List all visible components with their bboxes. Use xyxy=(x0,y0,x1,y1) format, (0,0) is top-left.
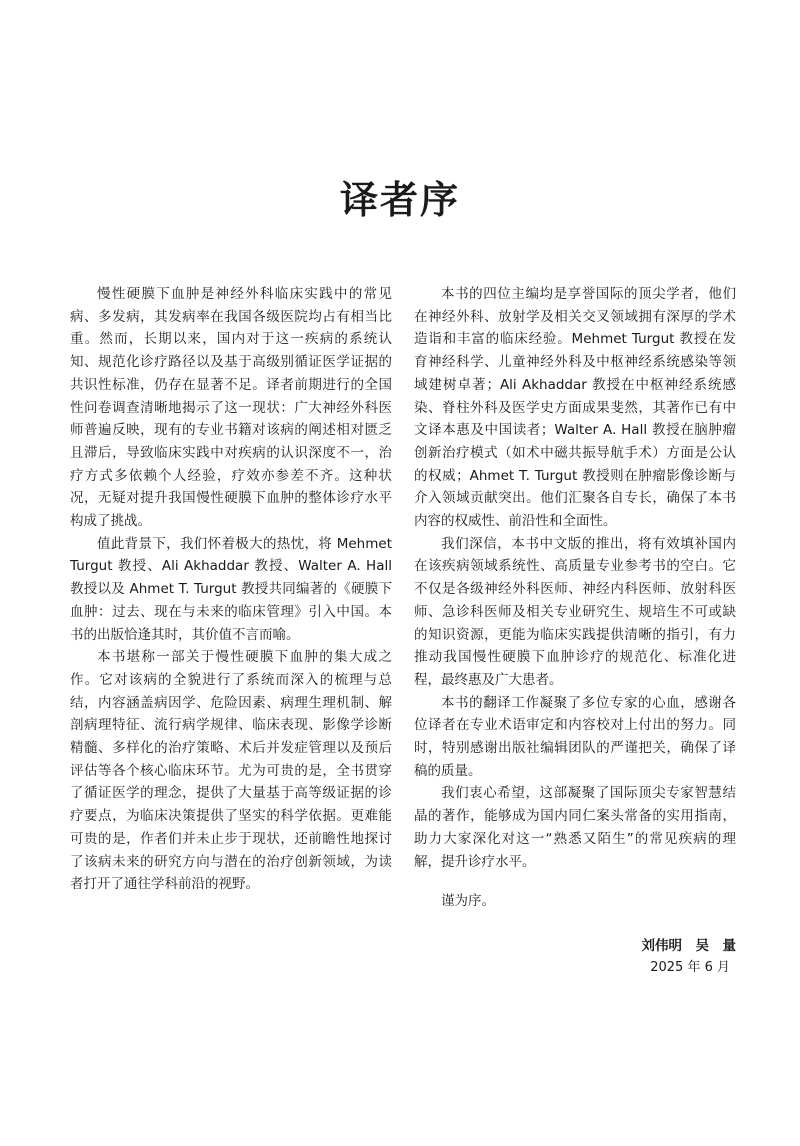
paragraph: 我们衷心希望，这部凝聚了国际顶尖专家智慧结晶的著作，能够成为国内同仁案头常备的实用指南，助力大家深化对这一“熟悉又陌生”的常见疾病的理解，提升诊疗水平。 xyxy=(414,785,736,870)
signature-block xyxy=(642,935,737,979)
signature-date: 2025 年 6 月 xyxy=(650,960,730,975)
left-column xyxy=(70,283,392,896)
paragraph: 本书堪称一部关于慢性硬膜下血肿的集大成之作。它对该病的全貌进行了系统而深入的梳理与总结，内容涵盖病因学、危险因素、病理生理机制、解剖病理特征、流行病学规律、临床表现、影像学诊断精髓、多样化的治疗策略、术后并发症管理以及预后评估等各个核心临床环节。尤为可贵的是，全书贯穿了循证医学的理念，提供了大量基于高等级证据的诊疗要点，为临床决策提供了坚实的科学依据。更难能可贵的是，作者们并未止步于现状，还前瞻性地探讨了该病未来的研究方向与潜在的治疗创新领域，为读者打开了通往学科前沿的视野。 xyxy=(70,649,392,893)
paragraph: 本书的翻译工作凝聚了多位专家的心血，感谢各位译者在专业术语审定和内容校对上付出的努力。同时，特别感谢出版社编辑团队的严谨把关，确保了译稿的质量。 xyxy=(414,694,736,779)
paragraph: 我们深信，本书中文版的推出，将有效填补国内在该疾病领域系统性、高质量专业参考书的空白。它不仅是各级神经外科医师、神经内科医师、放射科医师、急诊科医师及相关专业研究生、规培生不可或缺的知识资源，更能为临床实践提供清晰的指引，有力推动我国慢性硬膜下血肿诊疗的规范化、标准化进程，最终惠及广大患者。 xyxy=(414,535,736,688)
paragraph: 本书的四位主编均是享誉国际的顶尖学者，他们在神经外科、放射学及相关交叉领域拥有深厚的学术造诣和丰富的临床经验。Mehmet Turgut 教授在发育神经科学、儿童神经外科及中枢神经系统感染等领域建树卓著；Ali Akhaddar 教授在中枢神经系统感染、脊柱外科及医学史方面成果斐然，其著作已有中文译本惠及中国读者；Walter A. Hall 教授在脑肿瘤创新治疗模式（如术中磁共振导航手术）方面是公认的权威；Ahmet T. Turgut 教授则在肿瘤影像诊断与介入领域贡献突出。他们汇聚各自专长，确保了本书内容的权威性、前沿性和全面性。 xyxy=(414,286,736,530)
translator-names: 刘伟明 吴 量 xyxy=(641,938,736,954)
paragraph: 值此背景下，我们怀着极大的热忱，将 Mehmet Turgut 教授、Ali Akhaddar 教授、Walter A. Hall 教授以及 Ahmet T. Turgut 教授共同编著的《硬膜下血肿：过去、现在与未来的临床管理》引入中国。本书的出版恰逢其时，其价值不言而喻。 xyxy=(70,535,392,643)
closing-line: 谨为序。 xyxy=(441,893,495,909)
right-column xyxy=(414,283,736,873)
paragraph: 慢性硬膜下血肿是神经外科临床实践中的常见病、多发病，其发病率在我国各级医院均占有相当比重。然而，长期以来，国内对于这一疾病的系统认知、规范化诊疗路径以及基于高级别循证医学证据的共识性标准，仍存在显著不足。译者前期进行的全国性问卷调查清晰地揭示了这一现状：广大神经外科医师普遍反映，现有的专业书籍对该病的阐述相对匮乏且滞后，导致临床实践中对疾病的认识深度不一，治疗方式多依赖个人经验，疗效亦参差不齐。这种状况，无疑对提升我国慢性硬膜下血肿的整体诊疗水平构成了挑战。 xyxy=(70,286,392,530)
page-title: 译者序 xyxy=(339,177,460,222)
